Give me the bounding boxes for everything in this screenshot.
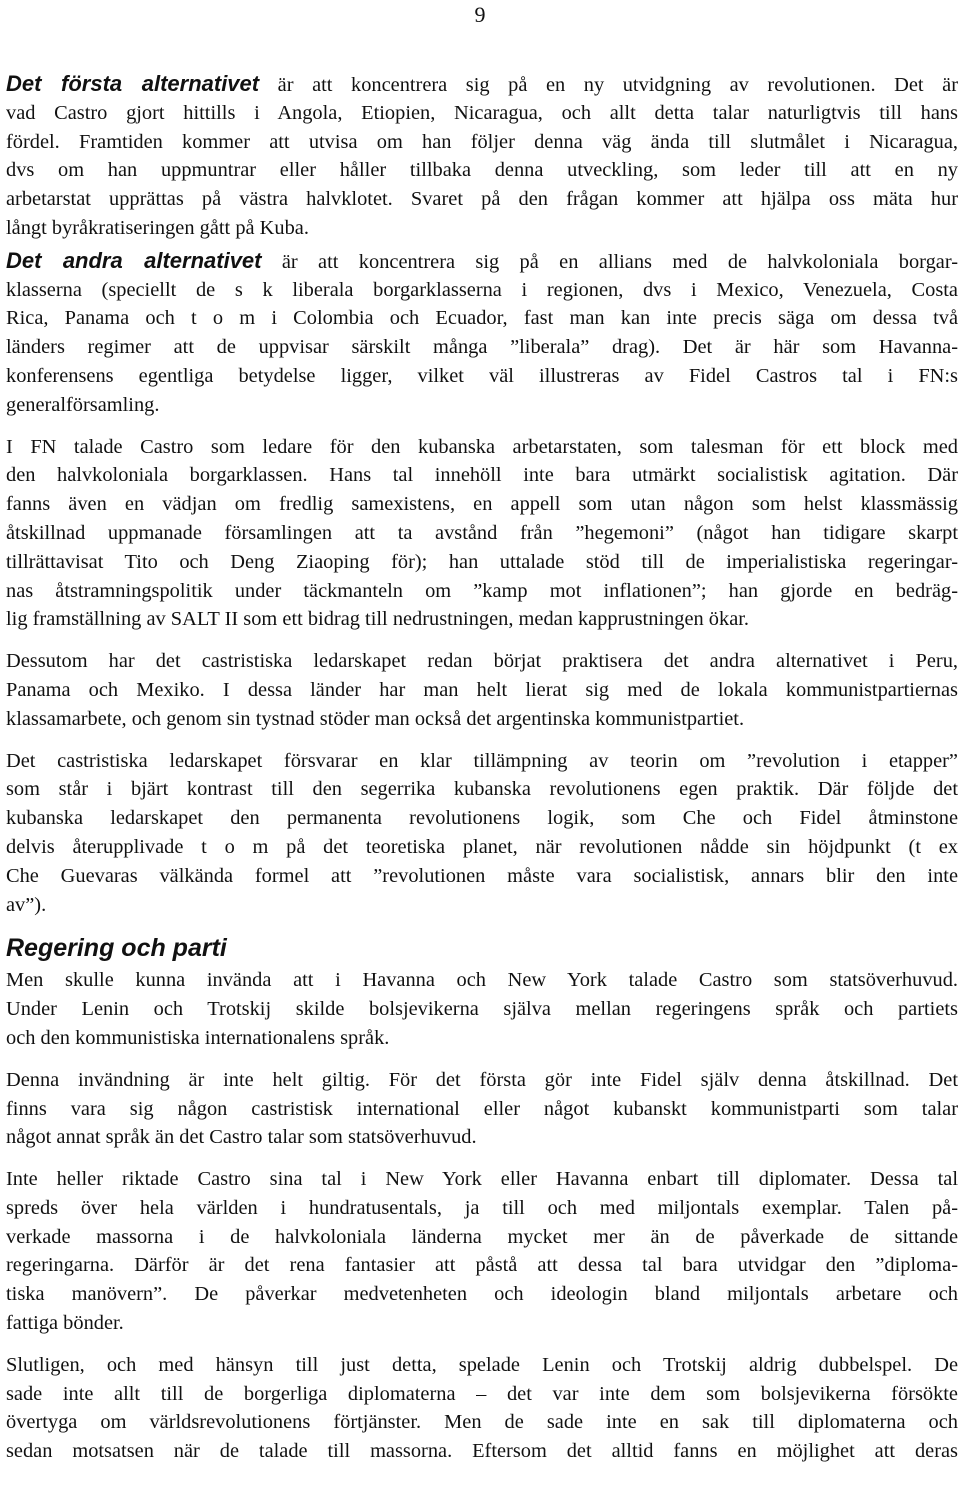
- text-line: som står i bjärt kontrast till den segerrika kubanska revolutionens egen praktik. Där följde det: [6, 778, 958, 801]
- text-line: Denna invändning är inte helt giltig. För det första gör inte Fidel själv denna åtskillnad. Det: [6, 1068, 958, 1091]
- text-line: fanns även en vädjan om fredlig samexistens, en appell som utan någon som helst klassmässig: [6, 493, 958, 516]
- paragraph-speeches-spread: [6, 1165, 958, 1338]
- paragraph-double-game: [6, 1351, 958, 1466]
- text-line: långt byråkratiseringen gått på Kuba.: [6, 216, 309, 239]
- text-line: [6, 247, 958, 276]
- text-line-part: är att koncentrera sig på en ny utvidgning av revolutionen. Det är: [259, 74, 958, 96]
- text-line: av”).: [6, 893, 47, 916]
- paragraph-peru-panama-mexico: [6, 647, 958, 733]
- text-line: något annat språk än det Castro talar som statsöverhuvud.: [6, 1126, 477, 1149]
- page-number: 9: [474, 2, 486, 27]
- text-line: kubanska ledarskapet den permanenta revolutionens logik, som Che och Fidel åtminstone: [6, 807, 958, 830]
- text-line: fattiga bönder.: [6, 1312, 124, 1335]
- text-line: Rica, Panama och t o m i Colombia och Ecuador, fast man kan inte precis säga om dessa två: [6, 307, 958, 330]
- text-line: lig framställning av SALT II som ett bidrag till nedrustningen, medan kapprustningen ökar.: [6, 608, 750, 631]
- text-line: länders regimer att de uppvisar särskilt många ”liberala” drag). Det är här som Havanna-: [6, 336, 958, 359]
- text-line: [6, 70, 958, 99]
- page-body: [6, 70, 958, 1479]
- text-line: konferensens egentliga betydelse ligger, vilket väl illustreras av Fidel Castros tal i FN:s: [6, 364, 958, 387]
- text-line: sedan motsatsen när de talade till massorna. Eftersom det alltid fanns en möjlighet att deras: [6, 1440, 958, 1463]
- text-line: den halvkoloniala borgarklassen. Hans tal innehöll inte bara utmärkt socialistisk agitation. Där: [6, 464, 958, 487]
- text-line: fördel. Framtiden kommer att utvisa om han följer denna väg ända till slutmålet i Nicaragua,: [6, 130, 958, 153]
- text-line: dvs om han uppmuntrar eller håller tillbaka denna utveckling, som leder till att en ny: [6, 159, 958, 182]
- section-heading: Regering och parti: [6, 934, 227, 963]
- text-line: tillrättavisat Tito och Deng Ziaoping för); han uttalade stöd till de imperialistiska regeringar-: [6, 550, 958, 573]
- lead-first-alternative: Det första alternativet: [6, 71, 260, 96]
- paragraph-fn-speech: [6, 433, 958, 635]
- lead-second-alternative: Det andra alternativet: [6, 247, 262, 273]
- text-line: klasserna (speciellt de s k liberala borgarklasserna i regionen, dvs i Mexico, Venezuela, Costa: [6, 278, 958, 301]
- text-line: nas åtstramningspolitik under täckmanteln om ”kamp mot inflationen”; han gjorde en bedräg-: [6, 579, 958, 602]
- paragraph-first-alternative: [6, 70, 958, 243]
- text-line: generalförsamling.: [6, 393, 160, 416]
- text-line: Dessutom har det castristiska ledarskapet redan börjat praktisera det andra alternativet i Peru,: [6, 650, 958, 673]
- text-line: vad Castro gjort hittills i Angola, Etiopien, Nicaragua, och allt detta talar naturligtvis till hans: [6, 101, 958, 124]
- text-line-part: är att koncentrera sig på en allians med de halvkoloniala borgar-: [261, 250, 958, 273]
- paragraph-rebuttal: [6, 1066, 958, 1152]
- text-line: åtskillnad uppmanade församlingen att ta avstånd från ”hegemoni” (något han tidigare skarpt: [6, 521, 958, 544]
- text-line: Slutligen, och med hänsyn till just detta, spelade Lenin och Trotskij aldrig dubbelspel. De: [6, 1353, 958, 1376]
- text-line: tiska manövern”. De påverkar medvetenheten och ideologin bland miljontals arbetare och: [6, 1283, 958, 1306]
- paragraph-objection: [6, 966, 958, 1052]
- text-line: Che Guevaras välkända formel att ”revolutionen måste vara socialistisk, annars blir den inte: [6, 864, 958, 887]
- text-line: spreds över hela världen i hundratusentals, ja till och med miljontals exemplar. Talen på-: [6, 1196, 958, 1219]
- paragraph-second-alternative: [6, 247, 958, 420]
- text-line: och den kommunistiska internationalens språk.: [6, 1026, 390, 1049]
- text-line: sade inte allt till de borgerliga diplomaterna – det var inte dem som bolsjevikerna försökte: [6, 1382, 958, 1405]
- text-line: Det castristiska ledarskapet försvarar en klar tillämpning av teorin om ”revolution i etapper”: [6, 749, 958, 772]
- text-line: regeringarna. Därför är det rena fantasier att påstå att dessa tal bara utvidgar den ”diploma-: [6, 1254, 958, 1277]
- text-line: Under Lenin och Trotskij skilde bolsjevikerna själva mellan regeringens språk och partiets: [6, 998, 958, 1021]
- paragraph-revolution-stages: [6, 747, 958, 920]
- text-line: finns vara sig någon castristisk international eller något kubanskt kommunistparti som talar: [6, 1097, 958, 1120]
- text-line: delvis återupplivade t o m på det teoretiska planet, när revolutionen nådde sin höjdpunkt (t ex: [6, 835, 958, 858]
- text-line: Panama och Mexiko. I dessa länder har man helt lierat sig med de lokala kommunistpartiernas: [6, 678, 958, 701]
- text-line: Men skulle kunna invända att i Havanna och New York talade Castro som statsöverhuvud.: [6, 969, 958, 992]
- text-line: verkade massorna i de halvkoloniala länderna mycket mer än de påverkade de sittande: [6, 1225, 958, 1248]
- text-line: övertyga om världsrevolutionens förtjänster. Men de sade inte en sak till diplomaterna och: [6, 1411, 958, 1434]
- text-line: I FN talade Castro som ledare för den kubanska arbetarstaten, som talesman för ett block med: [6, 435, 958, 458]
- text-line: klassamarbete, och genom sin tystnad stöder man också det argentinska kommunistpartiet.: [6, 707, 745, 730]
- text-line: arbetarstat upprättas på västra halvklotet. Svaret på den frågan kommer att hjälpa oss mäta hur: [6, 188, 958, 211]
- text-line: Inte heller riktade Castro sina tal i New York eller Havanna enbart till diplomater. Dessa tal: [6, 1168, 958, 1191]
